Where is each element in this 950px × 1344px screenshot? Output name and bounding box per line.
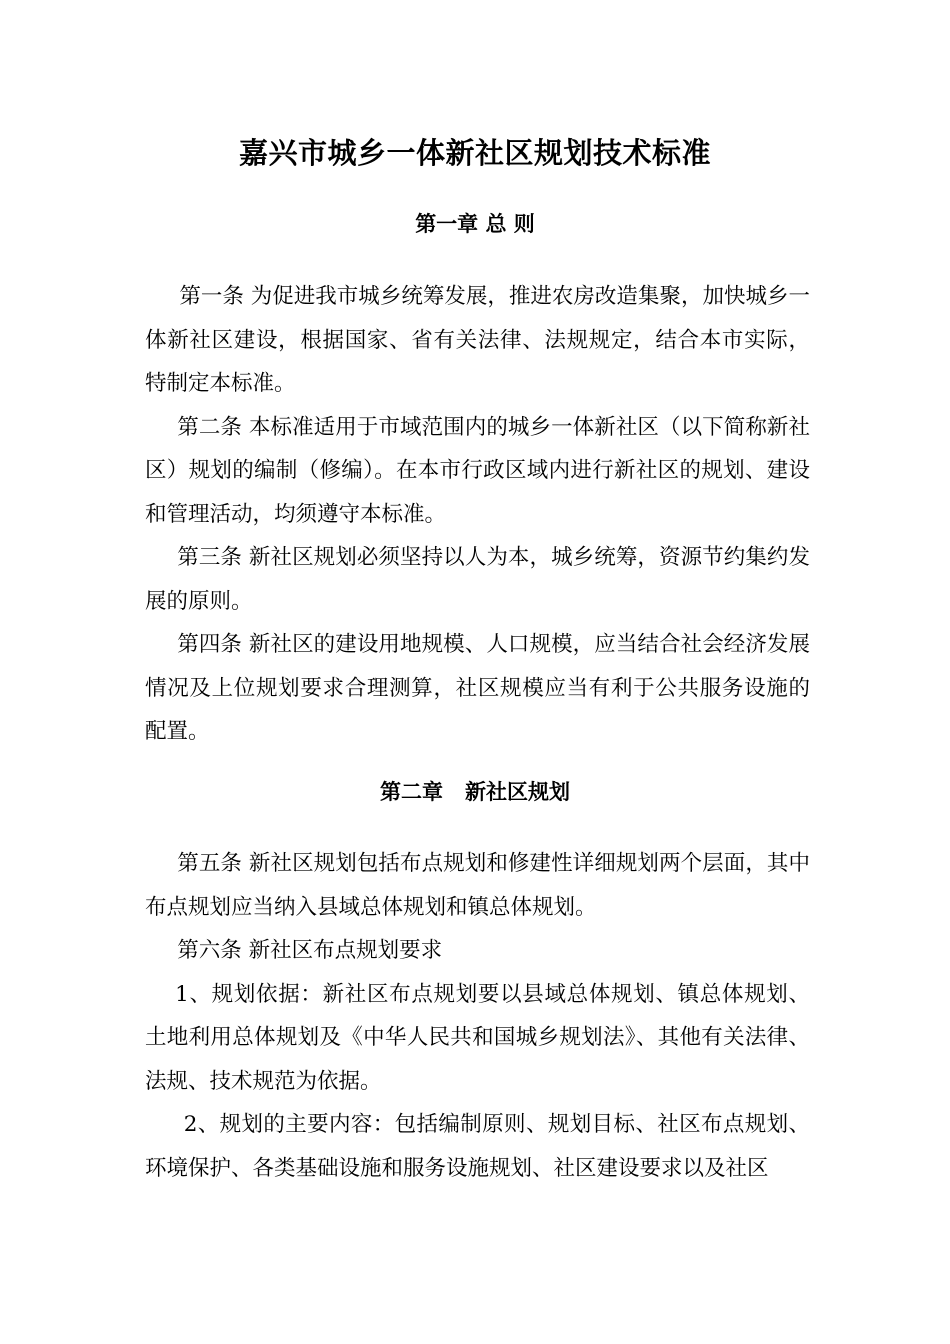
article-1: 第一条 为促进我市城乡统筹发展，推进农房改造集聚，加快城乡一体新社区建设，根据国家、省有关法律、法规规定，结合本市实际，特制定本标准。 <box>145 284 810 396</box>
article-3: 第三条 新社区规划必须坚持以人为本，城乡统筹，资源节约集约发展的原则。 <box>145 545 810 614</box>
article-6-item-2: 2、规划的主要内容：包括编制原则、规划目标、社区布点规划、环境保护、各类基础设施和服务设施规划、社区建设要求以及社区 <box>145 1112 810 1181</box>
chapter-2-heading: 第二章 新社区规划 <box>380 779 570 804</box>
chapter-1-heading: 第一章 总 则 <box>415 211 535 236</box>
chapter-1-body <box>145 275 810 754</box>
article-2: 第二条 本标准适用于市域范围内的城乡一体新社区（以下简称新社区）规划的编制（修编）。在本市行政区域内进行新社区的规划、建设和管理活动，均须遵守本标准。 <box>145 414 810 527</box>
chapter-2-body <box>145 842 810 1190</box>
document-title: 嘉兴市城乡一体新社区规划技术标准 <box>238 136 711 170</box>
article-5: 第五条 新社区规划包括布点规划和修建性详细规划两个层面，其中布点规划应当纳入县域总体规划和镇总体规划。 <box>145 851 810 920</box>
article-6-item-1: 1、规划依据：新社区布点规划要以县域总体规划、镇总体规划、土地利用总体规划及《中华人民共和国城乡规划法》、其他有关法律、法规、技术规范为依据。 <box>145 981 810 1094</box>
article-6: 第六条 新社区布点规划要求 <box>177 938 443 963</box>
article-4: 第四条 新社区的建设用地规模、人口规模，应当结合社会经济发展情况及上位规划要求合理测算，社区规模应当有利于公共服务设施的配置。 <box>145 632 810 744</box>
